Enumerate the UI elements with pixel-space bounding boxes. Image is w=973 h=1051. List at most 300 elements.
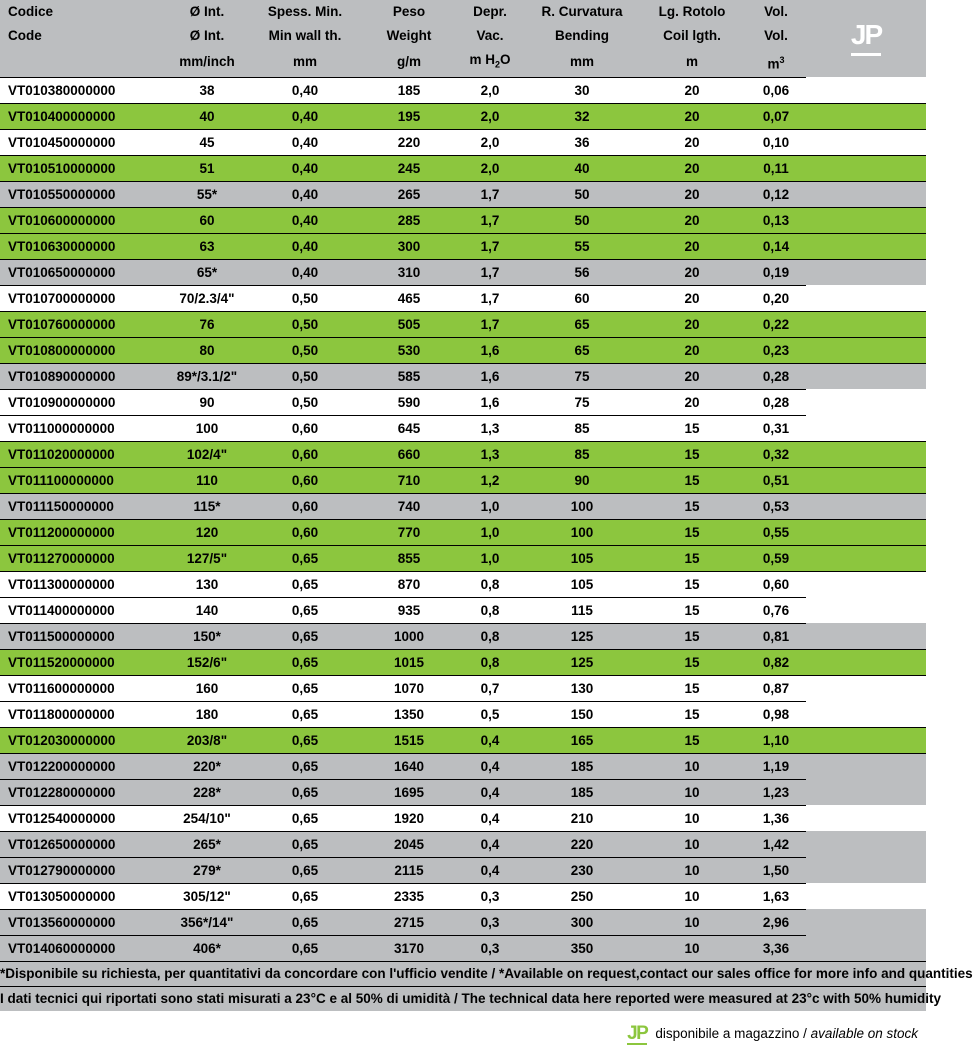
cell-diameter: 152/6": [168, 649, 246, 675]
cell-vacuum: 1,0: [454, 493, 526, 519]
cell-volume: 0,32: [746, 441, 806, 467]
cell-coil-length: 10: [638, 857, 746, 883]
cell-coil-length: 15: [638, 493, 746, 519]
cell-stock-indicator: [806, 857, 926, 883]
cell-coil-length: 10: [638, 883, 746, 909]
cell-coil-length: 15: [638, 441, 746, 467]
cell-vacuum: 1,7: [454, 311, 526, 337]
cell-code: VT012650000000: [0, 831, 168, 857]
units-4: m $H_2O$: [454, 48, 526, 77]
cell-wall: 0,50: [246, 389, 364, 415]
cell-weight: 530: [364, 337, 454, 363]
cell-wall: 0,65: [246, 805, 364, 831]
cell-vacuum: 0,3: [454, 935, 526, 961]
cell-bending: 50: [526, 207, 638, 233]
jp-logo-header-text: JP: [850, 19, 882, 51]
cell-vacuum: 1,7: [454, 181, 526, 207]
table-row: [0, 909, 926, 935]
header-en-3: Weight: [364, 24, 454, 48]
table-row: [0, 753, 926, 779]
cell-volume: 0,31: [746, 415, 806, 441]
cell-bending: 40: [526, 155, 638, 181]
table-row: [0, 571, 926, 597]
table-row: [0, 545, 926, 571]
cell-code: VT010800000000: [0, 337, 168, 363]
cell-diameter: 130: [168, 571, 246, 597]
cell-volume: 0,28: [746, 389, 806, 415]
cell-coil-length: 20: [638, 337, 746, 363]
cell-vacuum: 2,0: [454, 77, 526, 103]
cell-vacuum: 1,6: [454, 363, 526, 389]
cell-wall: 0,65: [246, 857, 364, 883]
cell-stock-indicator: [806, 597, 926, 623]
cell-bending: 30: [526, 77, 638, 103]
cell-diameter: 406*: [168, 935, 246, 961]
cell-code: VT014060000000: [0, 935, 168, 961]
header-en-0: Code: [0, 24, 168, 48]
cell-diameter: 150*: [168, 623, 246, 649]
note-text: I dati tecnici qui riportati sono stati misurati a 23°C e al 50% di umidità / The technical data here reported were measured at 23°c with 50% humidity: [0, 986, 926, 1011]
cell-weight: 1000: [364, 623, 454, 649]
cell-volume: 1,10: [746, 727, 806, 753]
header-it-5: R. Curvatura: [526, 0, 638, 24]
cell-volume: 0,12: [746, 181, 806, 207]
cell-coil-length: 20: [638, 363, 746, 389]
cell-code: VT010400000000: [0, 103, 168, 129]
header-en-5: Bending: [526, 24, 638, 48]
cell-vacuum: 1,7: [454, 207, 526, 233]
cell-weight: 585: [364, 363, 454, 389]
cell-wall: 0,40: [246, 181, 364, 207]
cell-weight: 1015: [364, 649, 454, 675]
cell-vacuum: 2,0: [454, 103, 526, 129]
cell-code: VT012280000000: [0, 779, 168, 805]
cell-code: VT012790000000: [0, 857, 168, 883]
cell-coil-length: 15: [638, 519, 746, 545]
cell-diameter: 220*: [168, 753, 246, 779]
table-row: [0, 519, 926, 545]
cell-volume: 0,11: [746, 155, 806, 181]
cell-volume: 1,63: [746, 883, 806, 909]
cell-code: VT010890000000: [0, 363, 168, 389]
cell-code: VT011200000000: [0, 519, 168, 545]
table-row: [0, 935, 926, 961]
cell-coil-length: 15: [638, 727, 746, 753]
cell-weight: 710: [364, 467, 454, 493]
units-3: g/m: [364, 48, 454, 77]
cell-vacuum: 0,4: [454, 779, 526, 805]
cell-wall: 0,50: [246, 285, 364, 311]
cell-bending: 65: [526, 311, 638, 337]
units-7: $m^3$: [746, 48, 806, 77]
cell-code: VT010450000000: [0, 129, 168, 155]
cell-stock-indicator: [806, 155, 926, 181]
cell-stock-indicator: [806, 701, 926, 727]
cell-vacuum: 1,7: [454, 259, 526, 285]
cell-wall: 0,65: [246, 779, 364, 805]
table-row: [0, 207, 926, 233]
cell-bending: 100: [526, 519, 638, 545]
cell-volume: 0,07: [746, 103, 806, 129]
table-row: [0, 259, 926, 285]
cell-stock-indicator: [806, 77, 926, 103]
cell-vacuum: 0,4: [454, 857, 526, 883]
cell-stock-indicator: [806, 909, 926, 935]
cell-stock-indicator: [806, 805, 926, 831]
cell-weight: 870: [364, 571, 454, 597]
cell-code: VT010700000000: [0, 285, 168, 311]
cell-code: VT012540000000: [0, 805, 168, 831]
cell-bending: 220: [526, 831, 638, 857]
cell-code: VT011150000000: [0, 493, 168, 519]
cell-volume: 0,53: [746, 493, 806, 519]
cell-coil-length: 15: [638, 571, 746, 597]
cell-coil-length: 15: [638, 623, 746, 649]
cell-wall: 0,50: [246, 311, 364, 337]
cell-weight: 2335: [364, 883, 454, 909]
cell-volume: 0,81: [746, 623, 806, 649]
cell-code: VT011520000000: [0, 649, 168, 675]
cell-volume: 1,23: [746, 779, 806, 805]
units-1: mm/inch: [168, 48, 246, 77]
cell-code: VT010900000000: [0, 389, 168, 415]
cell-bending: 130: [526, 675, 638, 701]
cell-bending: 85: [526, 441, 638, 467]
table-row: [0, 285, 926, 311]
cell-wall: 0,50: [246, 363, 364, 389]
cell-stock-indicator: [806, 181, 926, 207]
cell-bending: 105: [526, 571, 638, 597]
table-row: [0, 623, 926, 649]
cell-coil-length: 20: [638, 233, 746, 259]
table-header-row-it: [0, 0, 926, 24]
cell-bending: 350: [526, 935, 638, 961]
cell-stock-indicator: [806, 311, 926, 337]
cell-wall: 0,65: [246, 597, 364, 623]
cell-volume: 1,42: [746, 831, 806, 857]
cell-stock-indicator: [806, 519, 926, 545]
header-en-4: Vac.: [454, 24, 526, 48]
cell-bending: 100: [526, 493, 638, 519]
jp-logo-footer-text: JP: [627, 1023, 648, 1045]
cell-stock-indicator: [806, 935, 926, 961]
footer-legend-it: disponibile a magazzino /: [655, 1026, 811, 1042]
cell-wall: 0,50: [246, 337, 364, 363]
cell-code: VT010510000000: [0, 155, 168, 181]
cell-volume: 1,36: [746, 805, 806, 831]
cell-volume: 0,13: [746, 207, 806, 233]
cell-weight: 1070: [364, 675, 454, 701]
table-row: [0, 155, 926, 181]
cell-weight: 285: [364, 207, 454, 233]
cell-bending: 150: [526, 701, 638, 727]
cell-code: VT011400000000: [0, 597, 168, 623]
header-it-1: Ø Int.: [168, 0, 246, 24]
cell-bending: 32: [526, 103, 638, 129]
cell-weight: 2045: [364, 831, 454, 857]
cell-wall: 0,65: [246, 571, 364, 597]
cell-code: VT011500000000: [0, 623, 168, 649]
cell-volume: 0,10: [746, 129, 806, 155]
cell-coil-length: 10: [638, 779, 746, 805]
cell-stock-indicator: [806, 467, 926, 493]
cell-weight: 1640: [364, 753, 454, 779]
cell-stock-indicator: [806, 233, 926, 259]
cell-code: VT013560000000: [0, 909, 168, 935]
table-row: [0, 129, 926, 155]
cell-volume: 0,87: [746, 675, 806, 701]
cell-diameter: 38: [168, 77, 246, 103]
header-it-0: Codice: [0, 0, 168, 24]
cell-stock-indicator: [806, 129, 926, 155]
units-6: m: [638, 48, 746, 77]
table-row: [0, 883, 926, 909]
cell-coil-length: 15: [638, 701, 746, 727]
header-it-6: Lg. Rotolo: [638, 0, 746, 24]
cell-volume: 0,06: [746, 77, 806, 103]
cell-diameter: 40: [168, 103, 246, 129]
cell-wall: 0,65: [246, 675, 364, 701]
cell-wall: 0,65: [246, 649, 364, 675]
cell-stock-indicator: [806, 571, 926, 597]
cell-vacuum: 1,3: [454, 441, 526, 467]
cell-weight: 2115: [364, 857, 454, 883]
cell-coil-length: 10: [638, 831, 746, 857]
table-header-row-en: [0, 24, 926, 48]
cell-diameter: 140: [168, 597, 246, 623]
cell-coil-length: 15: [638, 597, 746, 623]
cell-coil-length: 20: [638, 155, 746, 181]
cell-diameter: 120: [168, 519, 246, 545]
cell-diameter: 100: [168, 415, 246, 441]
cell-coil-length: 10: [638, 805, 746, 831]
cell-diameter: 127/5": [168, 545, 246, 571]
cell-code: VT011020000000: [0, 441, 168, 467]
cell-wall: 0,60: [246, 467, 364, 493]
table-row: [0, 233, 926, 259]
cell-weight: 265: [364, 181, 454, 207]
table-row: [0, 597, 926, 623]
cell-wall: 0,60: [246, 415, 364, 441]
cell-wall: 0,60: [246, 519, 364, 545]
cell-vacuum: 1,7: [454, 285, 526, 311]
cell-volume: 0,76: [746, 597, 806, 623]
cell-stock-indicator: [806, 103, 926, 129]
cell-stock-indicator: [806, 779, 926, 805]
cell-diameter: 115*: [168, 493, 246, 519]
table-row: [0, 441, 926, 467]
cell-code: VT010380000000: [0, 77, 168, 103]
cell-stock-indicator: [806, 337, 926, 363]
cell-weight: 740: [364, 493, 454, 519]
cell-volume: 0,28: [746, 363, 806, 389]
cell-code: VT011300000000: [0, 571, 168, 597]
cell-diameter: 45: [168, 129, 246, 155]
cell-weight: 465: [364, 285, 454, 311]
cell-coil-length: 20: [638, 129, 746, 155]
cell-weight: 300: [364, 233, 454, 259]
cell-weight: 660: [364, 441, 454, 467]
cell-vacuum: 1,6: [454, 389, 526, 415]
header-en-7: Vol.: [746, 24, 806, 48]
cell-coil-length: 20: [638, 207, 746, 233]
cell-diameter: 110: [168, 467, 246, 493]
cell-weight: 1920: [364, 805, 454, 831]
cell-weight: 220: [364, 129, 454, 155]
cell-stock-indicator: [806, 207, 926, 233]
table-row: [0, 103, 926, 129]
header-en-2: Min wall th.: [246, 24, 364, 48]
cell-bending: 55: [526, 233, 638, 259]
table-row: [0, 675, 926, 701]
header-it-4: Depr.: [454, 0, 526, 24]
cell-diameter: 76: [168, 311, 246, 337]
cell-code: VT011270000000: [0, 545, 168, 571]
cell-volume: 0,51: [746, 467, 806, 493]
cell-weight: 3170: [364, 935, 454, 961]
cell-stock-indicator: [806, 675, 926, 701]
cell-diameter: 265*: [168, 831, 246, 857]
cell-weight: 1350: [364, 701, 454, 727]
cell-vacuum: 1,3: [454, 415, 526, 441]
cell-weight: 770: [364, 519, 454, 545]
cell-bending: 185: [526, 779, 638, 805]
table-row: [0, 779, 926, 805]
cell-diameter: 305/12": [168, 883, 246, 909]
cell-weight: 195: [364, 103, 454, 129]
cell-diameter: 90: [168, 389, 246, 415]
note-text: *Disponibile su richiesta, per quantitativi da concordare con l'ufficio vendite / *Available on request,contact our sales office for more info and quantities: [0, 961, 926, 986]
cell-stock-indicator: [806, 727, 926, 753]
cell-wall: 0,65: [246, 545, 364, 571]
table-row: [0, 363, 926, 389]
cell-coil-length: 15: [638, 649, 746, 675]
header-en-6: Coil lgth.: [638, 24, 746, 48]
table-row: [0, 727, 926, 753]
cell-vacuum: 0,4: [454, 753, 526, 779]
cell-volume: 2,96: [746, 909, 806, 935]
cell-wall: 0,65: [246, 727, 364, 753]
cell-coil-length: 15: [638, 545, 746, 571]
cell-wall: 0,40: [246, 77, 364, 103]
cell-coil-length: 10: [638, 909, 746, 935]
cell-volume: 0,14: [746, 233, 806, 259]
cell-coil-length: 15: [638, 675, 746, 701]
cell-wall: 0,65: [246, 831, 364, 857]
cell-wall: 0,40: [246, 129, 364, 155]
cell-vacuum: 0,8: [454, 649, 526, 675]
cell-bending: 50: [526, 181, 638, 207]
cell-code: VT010760000000: [0, 311, 168, 337]
cell-stock-indicator: [806, 649, 926, 675]
cell-bending: 60: [526, 285, 638, 311]
cell-code: VT011600000000: [0, 675, 168, 701]
cell-diameter: 356*/14": [168, 909, 246, 935]
cell-vacuum: 0,8: [454, 623, 526, 649]
cell-vacuum: 1,7: [454, 233, 526, 259]
units-0: [0, 48, 168, 77]
cell-bending: 105: [526, 545, 638, 571]
cell-weight: 1515: [364, 727, 454, 753]
cell-diameter: 180: [168, 701, 246, 727]
cell-wall: 0,60: [246, 441, 364, 467]
cell-stock-indicator: [806, 831, 926, 857]
cell-wall: 0,65: [246, 701, 364, 727]
table-row: [0, 467, 926, 493]
cell-stock-indicator: [806, 415, 926, 441]
cell-weight: 645: [364, 415, 454, 441]
cell-stock-indicator: [806, 493, 926, 519]
cell-vacuum: 0,3: [454, 883, 526, 909]
cell-code: VT010600000000: [0, 207, 168, 233]
cell-bending: 75: [526, 363, 638, 389]
cell-weight: 185: [364, 77, 454, 103]
cell-stock-indicator: [806, 363, 926, 389]
cell-stock-indicator: [806, 285, 926, 311]
cell-weight: 505: [364, 311, 454, 337]
jp-logo-header-icon: [806, 0, 926, 77]
cell-diameter: 65*: [168, 259, 246, 285]
cell-vacuum: 1,2: [454, 467, 526, 493]
cell-code: VT011800000000: [0, 701, 168, 727]
cell-bending: 90: [526, 467, 638, 493]
cell-bending: 250: [526, 883, 638, 909]
cell-wall: 0,65: [246, 883, 364, 909]
cell-vacuum: 2,0: [454, 129, 526, 155]
cell-wall: 0,65: [246, 753, 364, 779]
cell-coil-length: 10: [638, 935, 746, 961]
table-row: [0, 415, 926, 441]
cell-wall: 0,60: [246, 493, 364, 519]
cell-stock-indicator: [806, 441, 926, 467]
cell-code: VT010650000000: [0, 259, 168, 285]
cell-vacuum: 0,4: [454, 805, 526, 831]
cell-weight: 245: [364, 155, 454, 181]
cell-vacuum: 1,0: [454, 519, 526, 545]
cell-bending: 115: [526, 597, 638, 623]
units-5: mm: [526, 48, 638, 77]
cell-stock-indicator: [806, 623, 926, 649]
cell-volume: 0,22: [746, 311, 806, 337]
cell-volume: 1,19: [746, 753, 806, 779]
cell-wall: 0,40: [246, 259, 364, 285]
table-row: [0, 337, 926, 363]
cell-code: VT010550000000: [0, 181, 168, 207]
cell-diameter: 51: [168, 155, 246, 181]
cell-vacuum: 0,4: [454, 831, 526, 857]
cell-vacuum: 1,6: [454, 337, 526, 363]
cell-bending: 65: [526, 337, 638, 363]
cell-volume: 0,19: [746, 259, 806, 285]
cell-volume: 1,50: [746, 857, 806, 883]
cell-weight: 310: [364, 259, 454, 285]
cell-bending: 300: [526, 909, 638, 935]
table-row: [0, 389, 926, 415]
cell-wall: 0,65: [246, 935, 364, 961]
cell-diameter: 60: [168, 207, 246, 233]
cell-volume: 0,98: [746, 701, 806, 727]
jp-logo-underline: [851, 53, 881, 56]
table-row: [0, 181, 926, 207]
header-en-1: Ø Int.: [168, 24, 246, 48]
header-it-7: Vol.: [746, 0, 806, 24]
cell-weight: 590: [364, 389, 454, 415]
cell-volume: 0,55: [746, 519, 806, 545]
cell-diameter: 63: [168, 233, 246, 259]
cell-coil-length: 10: [638, 753, 746, 779]
cell-coil-length: 20: [638, 285, 746, 311]
cell-vacuum: 0,4: [454, 727, 526, 753]
